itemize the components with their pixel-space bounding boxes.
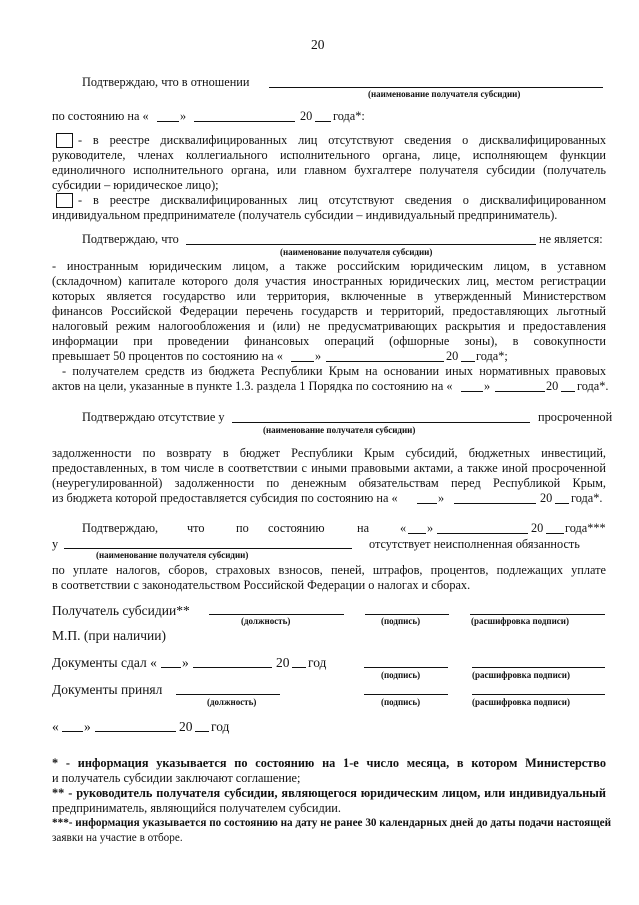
s1-item2-line: индивидуальном предпринимателе (получатель субсидии – индивидуальный предприниматель).: [52, 208, 558, 222]
s3-line: (неурегулированной) задолженности по денежным обязательствам перед Республикой Крым,: [52, 476, 606, 490]
s1-month-blank[interactable]: [194, 121, 295, 122]
s3-last: из бюджета которой предоставляется субсидия по состоянию на «: [52, 491, 398, 505]
s1-year-20: 20: [300, 109, 313, 123]
footnote-1-line: и получатель субсидии заключают соглашение;: [52, 771, 301, 785]
s3-close: »: [438, 491, 445, 505]
accepted-label: Документы принял: [52, 682, 163, 697]
s4-absent: отсутствует неисполненная обязанность: [369, 537, 580, 551]
decoding-caption: (расшифровка подписи): [471, 616, 569, 626]
s2-p1-line: налоговый режим налогообложения и (или) не предусматривающих раскрытия и предоставления: [52, 319, 606, 333]
s2-confirm-label: Подтверждаю, что: [82, 232, 179, 246]
s2-p1-close: »: [315, 349, 322, 363]
s2-not-is: не является:: [539, 232, 603, 246]
s1-year-blank[interactable]: [315, 121, 331, 122]
s4-word: по: [236, 521, 249, 535]
s2-p1-month-blank[interactable]: [326, 361, 444, 362]
s4-line2: в соответствии с законодательством Российской Федерации о налогах и сборах.: [52, 578, 471, 592]
s4-word: Подтверждаю,: [82, 521, 159, 535]
s2-p2-year-20: 20: [546, 379, 559, 393]
s3-year-20: 20: [540, 491, 553, 505]
s1-checkbox-1[interactable]: [56, 133, 73, 148]
s3-line: задолженности по возврату в бюджет Республики Крым субсидий, бюджетных инвестиций,: [52, 446, 606, 460]
s3-confirm-label: Подтверждаю отсутствие у: [82, 410, 225, 424]
recipient-signature-blank[interactable]: [365, 614, 449, 615]
footnote-3-line: ***- информация указывается по состоянию на дату не ранее 30 календарных дней до даты подачи настоящей: [52, 817, 612, 829]
s1-as-of-mid: »: [180, 109, 187, 123]
s3-line: предоставленных, в том числе в соответствии с иными правовыми актами, а также иной просроченной: [52, 461, 606, 475]
accepted-position-blank[interactable]: [176, 694, 280, 695]
s2-p1-line: которых является государство или территория, включенные в утвержденный Министерством: [52, 289, 606, 303]
footnote-2-line: предприниматель, являющийся получателем субсидии.: [52, 801, 341, 815]
s3-recipient-blank[interactable]: [232, 422, 530, 423]
s3-year-blank[interactable]: [555, 503, 569, 504]
s1-item2-line: - в реестре дисквалифицированных лиц отсутствуют сведения о дисквалифицированном: [78, 193, 606, 207]
recipient-position-blank[interactable]: [209, 614, 344, 615]
signature-caption: (подпись): [381, 670, 421, 680]
accepted-day-blank[interactable]: [62, 731, 83, 732]
s4-month-blank[interactable]: [437, 533, 528, 534]
s1-item1-line: руководителе, членах коллегиального исполнительного органа, лице, исполняющем функции: [52, 148, 606, 162]
s4-quote-open: «: [400, 521, 407, 535]
submitted-year-blank[interactable]: [292, 667, 306, 668]
s2-p1-line: финансов Российской Федерации перечень государств и территорий, предоставляющих льготный: [52, 304, 606, 318]
submitted-month-blank[interactable]: [193, 667, 272, 668]
s2-p2-line1: - получателем средств из бюджета Республики Крым на основании иных нормативных правовых: [62, 364, 606, 378]
recipient-label: Получатель субсидии**: [52, 603, 190, 618]
s1-recipient-caption: (наименование получателя субсидии): [368, 89, 521, 99]
submitted-close: »: [182, 655, 189, 670]
s4-u: у: [52, 537, 59, 551]
signature-caption: (подпись): [381, 697, 421, 707]
s3-tail: года*.: [571, 491, 603, 505]
s4-recipient-blank[interactable]: [64, 548, 352, 549]
s1-as-of-prefix: по состоянию на «: [52, 109, 149, 123]
stamp-label: М.П. (при наличии): [52, 628, 166, 643]
s2-p1-last: превышает 50 процентов по состоянию на «: [52, 349, 283, 363]
s4-tail: года***: [565, 521, 606, 535]
s2-p1-year-blank[interactable]: [461, 361, 475, 362]
s2-p1-line: - иностранным юридическим лицом, а также российским юридическим лицом, в уставном: [52, 259, 606, 273]
s4-year-blank[interactable]: [546, 533, 564, 534]
footnote-1-line: * - информация указывается по состоянию на 1-е число месяца, в котором Министерство: [52, 756, 606, 770]
s3-overdue: просроченной: [538, 410, 613, 424]
decoding-caption: (расшифровка подписи): [472, 670, 570, 680]
accepted-year-word: год: [211, 719, 230, 734]
accepted-date-open: «: [52, 719, 59, 734]
s1-year-suffix: года*:: [333, 109, 365, 123]
decoding-caption: (расшифровка подписи): [472, 697, 570, 707]
s2-p1-day-blank[interactable]: [291, 361, 314, 362]
s4-word: что: [187, 521, 205, 535]
s1-checkbox-2[interactable]: [56, 193, 73, 208]
submitted-decoding-blank[interactable]: [472, 667, 605, 668]
s2-p1-year-20: 20: [446, 349, 459, 363]
s4-quote-close: »: [427, 521, 434, 535]
submitted-year-word: год: [308, 655, 327, 670]
s2-recipient-blank[interactable]: [186, 244, 536, 245]
accepted-year-blank[interactable]: [195, 731, 209, 732]
accepted-month-blank[interactable]: [95, 731, 176, 732]
s1-day-blank[interactable]: [157, 121, 179, 122]
s2-p2-tail: года*.: [577, 379, 609, 393]
position-caption: (должность): [241, 616, 291, 626]
s2-p2-line2: актов на цели, указанные в пункте 1.3. раздела 1 Порядка по состоянию на «: [52, 379, 453, 393]
accepted-signature-blank[interactable]: [364, 694, 448, 695]
s3-day-blank[interactable]: [417, 503, 437, 504]
accepted-decoding-blank[interactable]: [472, 694, 605, 695]
s4-recipient-caption: (наименование получателя субсидии): [96, 550, 249, 560]
page-number: 20: [311, 37, 325, 52]
submitted-signature-blank[interactable]: [364, 667, 448, 668]
s1-item1-line: единоличного исполнительного органа, или главном бухгалтере получателя субсидии (получатель: [52, 163, 606, 177]
s2-recipient-caption: (наименование получателя субсидии): [280, 247, 433, 257]
s1-confirm-label: Подтверждаю, что в отношении: [82, 75, 250, 89]
submitted-label: Документы сдал «: [52, 655, 157, 670]
s3-recipient-caption: (наименование получателя субсидии): [263, 425, 416, 435]
s2-p1-tail: года*;: [476, 349, 508, 363]
s1-item1-line: - в реестре дисквалифицированных лиц отсутствуют сведения о дисквалифицированных: [78, 133, 606, 147]
s2-p2-year-blank[interactable]: [561, 391, 575, 392]
s3-month-blank[interactable]: [454, 503, 536, 504]
s2-p2-close: »: [484, 379, 491, 393]
accepted-year-20: 20: [179, 719, 193, 734]
footnote-3-line: заявки на участие в отборе.: [52, 832, 183, 844]
recipient-decoding-blank[interactable]: [470, 614, 605, 615]
accepted-date-close: »: [84, 719, 91, 734]
s2-p2-day-blank[interactable]: [461, 391, 483, 392]
s4-word: состоянию: [268, 521, 325, 535]
submitted-day-blank[interactable]: [161, 667, 181, 668]
s2-p1-line: информации при проведении финансовых операций (офшорные зоны), в совокупности: [52, 334, 606, 348]
s4-day-blank[interactable]: [408, 533, 426, 534]
s4-line1: по уплате налогов, сборов, страховых взносов, пеней, штрафов, процентов, подлежащих уплате: [52, 563, 606, 577]
s2-p2-month-blank[interactable]: [495, 391, 545, 392]
signature-caption: (подпись): [381, 616, 421, 626]
position-caption: (должность): [207, 697, 257, 707]
s4-word: на: [357, 521, 370, 535]
s1-recipient-blank[interactable]: [269, 87, 603, 88]
submitted-year-20: 20: [276, 655, 290, 670]
s4-year-20: 20: [531, 521, 544, 535]
footnote-2-line: ** - руководитель получателя субсидии, являющегося юридическим лицом, или индивидуальный: [52, 786, 606, 800]
s1-item1-line: субсидии – юридическое лицо);: [52, 178, 219, 192]
s2-p1-line: (складочном) капитале которого доля участия иностранных юридических лиц, местом регистрации: [52, 274, 606, 288]
